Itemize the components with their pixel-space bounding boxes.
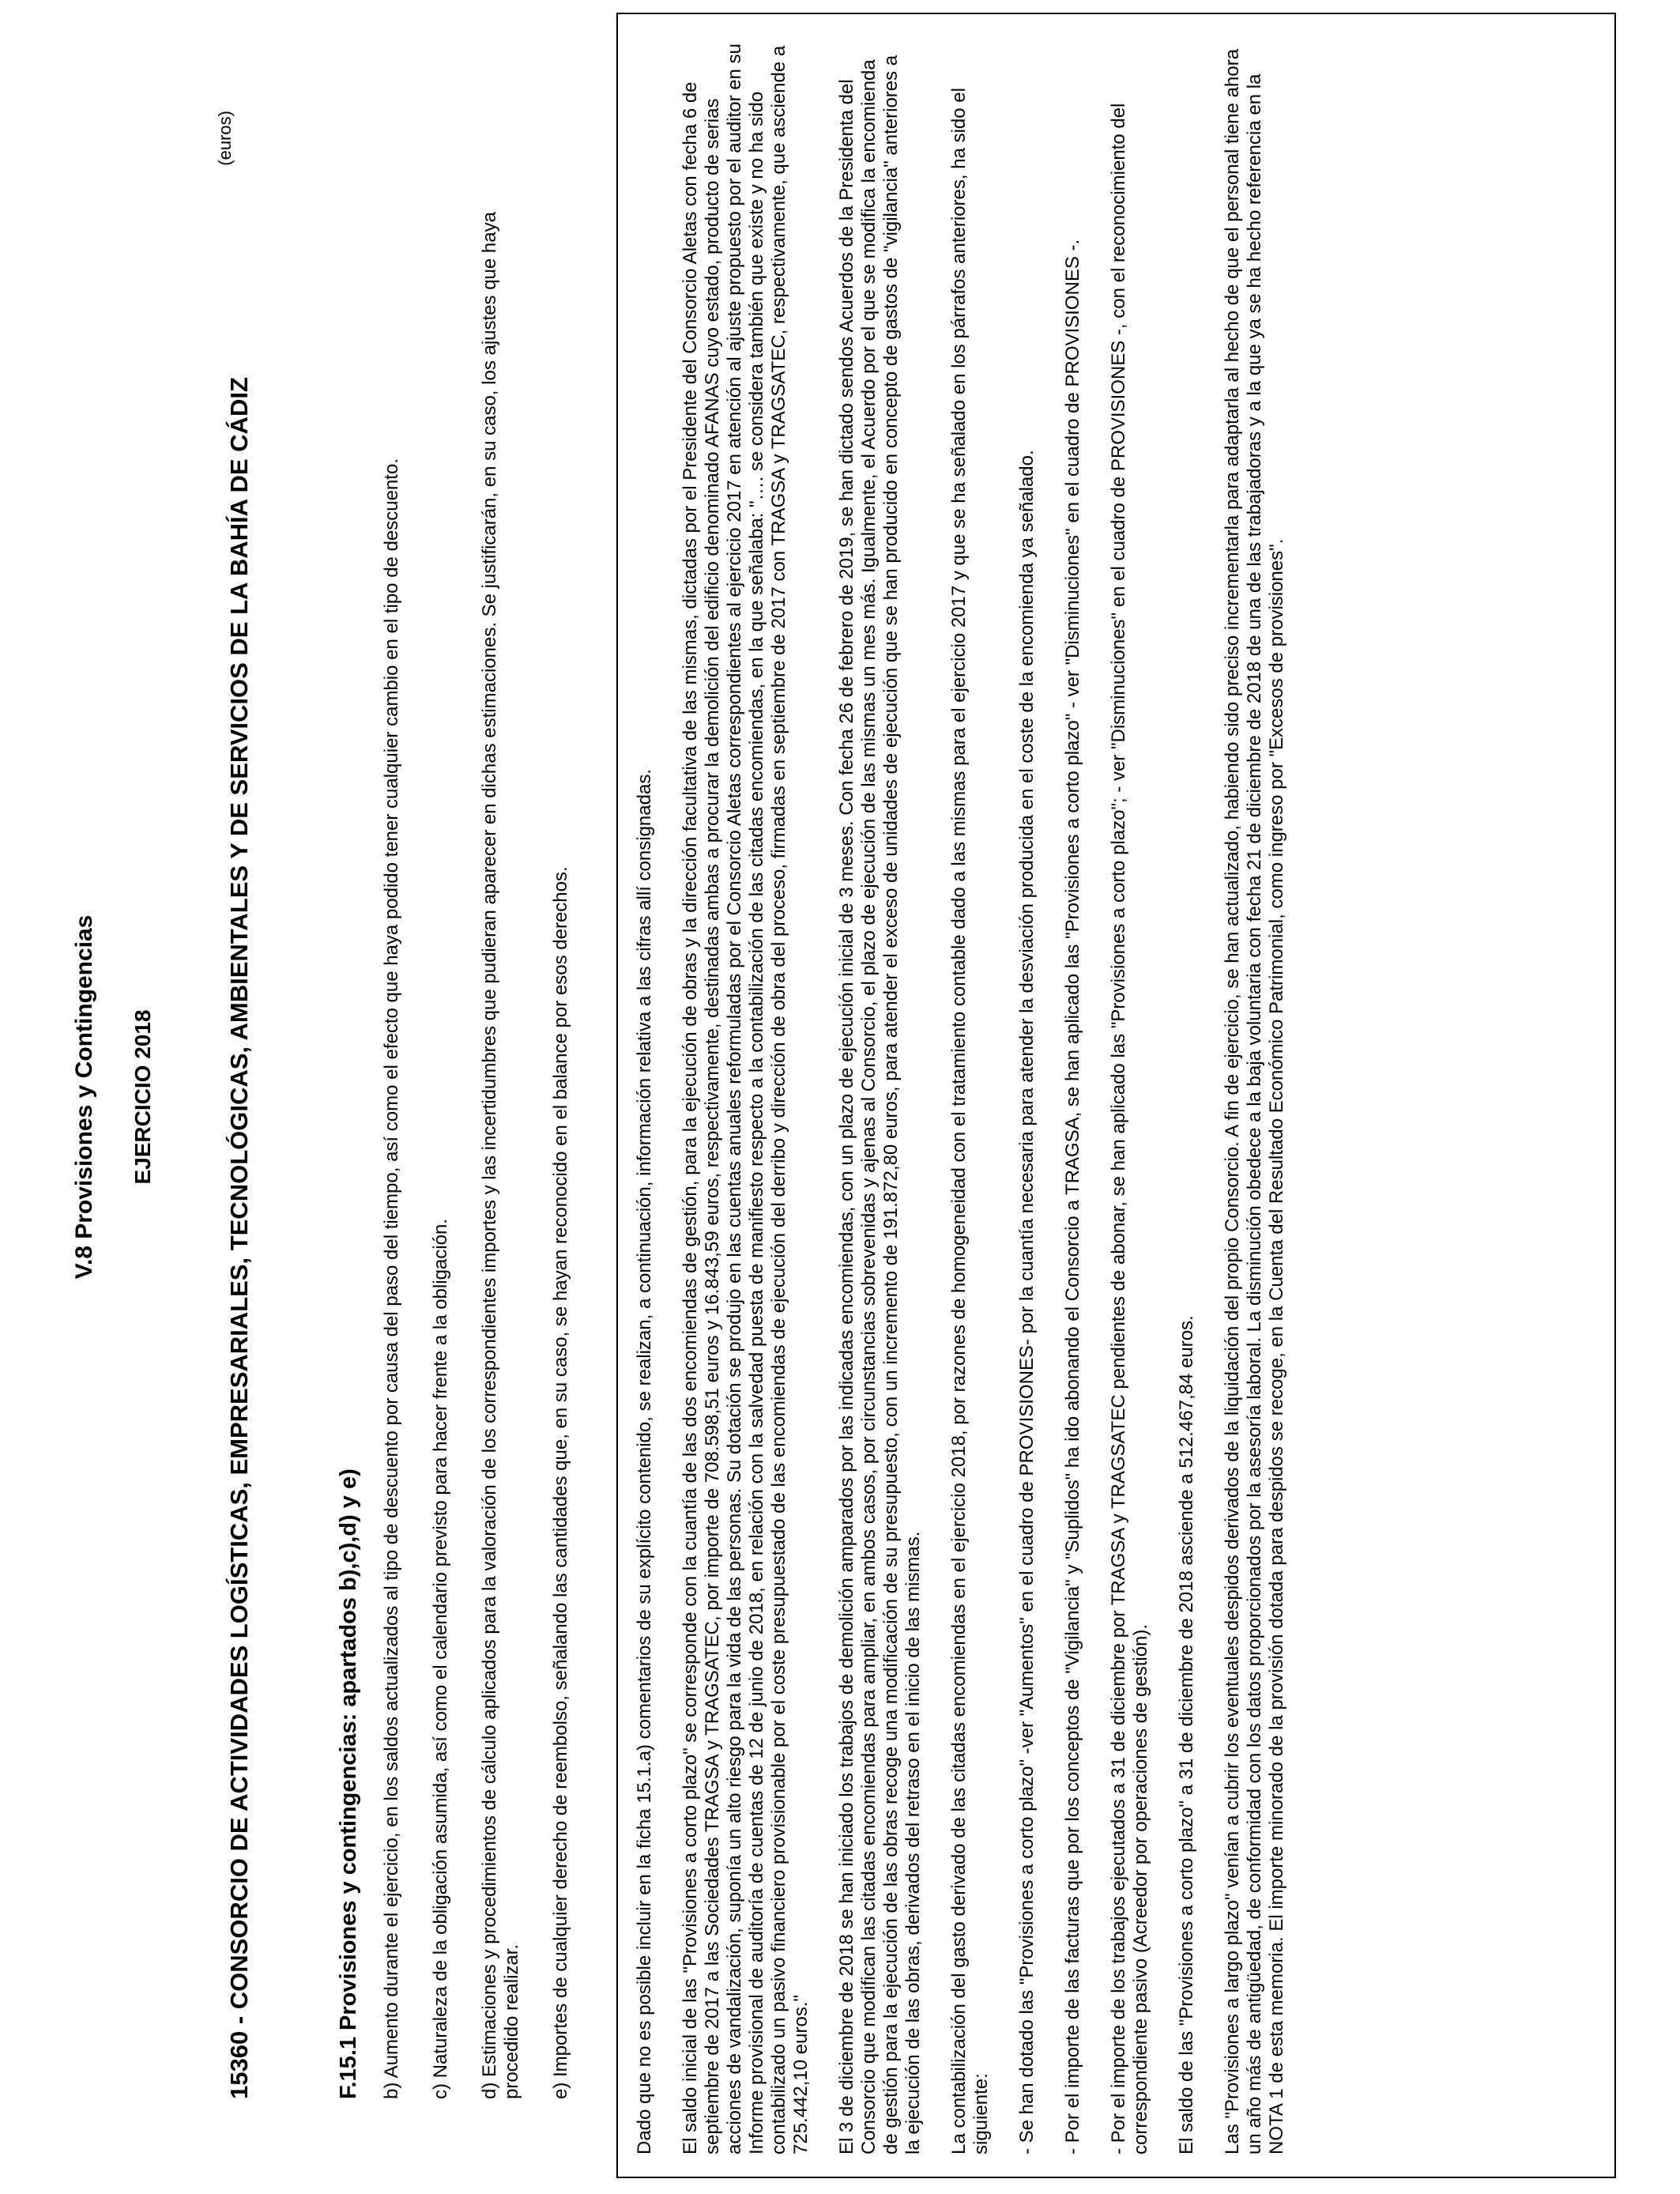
item-d: d) Estimaciones y procedimientos de cálculo aplicados para la valoración de los correspondientes importes y las incertidumbres que pudieran aparecer en dichas estimaciones. Se justificarán, en su caso, los ajustes que haya procedido realizar.: [479, 212, 522, 2099]
box-paragraph-intro: Dado que no es posible incluir en la ficha 15.1.a) comentarios de su explícito contenido, se realizan, a continuación, información relativa a las cifras allí consignadas.: [634, 769, 655, 2154]
entity-heading: 15360 - CONSORCIO DE ACTIVIDADES LOGÍSTICAS, EMPRESARIALES, TECNOLÓGICAS, AMBIENTALES Y DE SERVICIOS DE LA BAHÍA DE CÁDIZ: [225, 377, 253, 2099]
box-paragraph-demolition: El 3 de diciembre de 2018 se han iniciado los trabajos de demolición amparados por las indicadas encomiendas, con un plazo de ejecución inicial de 3 meses. Con fecha 26 de febrero de 2019, se han dictado sendos Acuerdos de la Presidenta del Consorcio que modifican las citadas encomiendas para ampliar, en ambos casos, por circunstancias sobrevenidas y ajenas al Consorcio, el plazo de ejecución de las mismas un mes más. Igualmente, el Acuerdo por el que se modifica la encomienda de gestión para la ejecución de las obras recoge una modificación de su presupuesto, con un incremento de 191.872,80 euros, para atender el exceso de unidades de ejecución que se han producido en concepto de gastos de "vigilancia" anteriores a la ejecución de las obras, derivados del retraso en el inicio de las mismas.: [836, 55, 924, 2154]
box-paragraph-decreases-invoices: - Por el importe de las facturas que por los conceptos de "Vigilancia" y "Suplidos" ha ido abonando el Consorcio a TRAGSA, se han aplicado las "Provisiones a corto plazo" - ver "Disminuciones" en el cuadro de PROVISIONES -.: [1062, 239, 1083, 2154]
box-paragraph-closing-balance: El saldo de las "Provisiones a corto plazo" a 31 de diciembre de 2018 asciende a 512.467,84 euros.: [1176, 1315, 1197, 2154]
box-paragraph-increases: - Se han dotado las "Provisiones a corto plazo" -ver "Aumentos" en el cuadro de PROVISIONES- por la cuantía necesaria para atender la desviación producida en el coste de la encomienda ya señalado.: [1016, 450, 1038, 2154]
section-title: F.15.1 Provisiones y contingencias: apartados b),c),d) y e): [336, 1468, 361, 2099]
box-paragraph-accounting: La contabilización del gasto derivado de las citadas encomiendas en el ejercicio 2018, por razones de homogeneidad con el tratamiento contable dado a las mismas para el ejercicio 2017 y que se ha señalado en los párrafos anteriores, ha sido el siguiente:: [948, 88, 992, 2154]
item-c: c) Naturaleza de la obligación asumida, así como el calendario previsto para hacer frente a la obligación.: [430, 1219, 451, 2099]
fiscal-year-heading: EJERCICIO 2018: [130, 1009, 155, 1185]
box-paragraph-initial-balance: El saldo inicial de las "Provisiones a corto plazo" se corresponde con la cuantía de las dos encomiendas de gestión, para la ejecución de obras y la dirección facultativa de las mismas, dictadas por el Presidente del Consorcio Aletas con fecha 6 de septiembre de 2017 a las Sociedades TRAGSA y TRAGSATEC, por importe de 708.598,51 euros y 16.843,59 euros, respectivamente, destinadas ambas a procurar la demolición del edificio denominado AFANAS cuyo estado, producto de serias acciones de vandalización, suponía un alto riesgo para la vida de las personas. Su dotación se produjo en las cuentas anuales reformuladas por el Consorcio Aletas correspondientes al ejercicio 2017 en atención al ajuste propuesto por el auditor en su Informe provisional de auditoría de cuentas de 12 de junio de 2018, en relación con la salvedad puesta de manifiesto respecto a la contabilización de las citadas encomiendas, en la que señalaba: "…. se considera también que existe y no ha sido contabilizado un pasivo financiero provisionable por el coste presupuestado de las encomiendas de ejecución del derribo y dirección de obra del proceso, firmadas en septiembre de 2017 con TRAGSA y TRAGSATEC, respectivamente, que asciende a 725.442,10 euros.": [680, 43, 812, 2154]
item-e: e) Importes de cualquier derecho de reembolso, señalando las cantidades que, en su caso, se hayan reconocido en el balance por esos derechos.: [550, 866, 571, 2099]
document-title: V.8 Provisiones y Contingencias: [71, 914, 97, 1280]
currency-units-label: (euros): [215, 111, 235, 166]
commentary-box: [616, 13, 1616, 2178]
section-items: [381, 139, 599, 2099]
box-paragraph-decreases-works: - Por el importe de los trabajos ejecutados a 31 de diciembre por TRAGSA y TRAGSATEC pendientes de abonar, se han aplicado las "Provisiones a corto plazo"; - ver "Disminuciones" en el cuadro de PROVISIONES -, con el reconocimiento del correspondiente pasivo (Acreedor por operaciones de gestión).: [1108, 103, 1151, 2154]
item-b: b) Aumento durante el ejercicio, en los saldos actualizados al tipo de descuento por causa del paso del tiempo, así como el efecto que haya podido tener cualquier cambio en el tipo de descuento.: [381, 458, 402, 2099]
box-paragraph-long-term: Las "Provisiones a largo plazo" venían a cubrir los eventuales despidos derivados de la liquidación del propio Consorcio. A fin de ejercicio, se han actualizado, habiendo sido preciso incrementarla para adaptarla al hecho de que el personal tiene ahora un año más de antigüedad, de conformidad con los datos proporcionados por la asesoría laboral. La disminución obedece a la baja voluntaria con fecha 21 de diciembre de 2018 de una de las trabajadoras y a la que ya se ha hecho referencia en la NOTA 1 de esta memoria. El importe minorado de la provisión dotada para despidos se recoge, en la Cuenta del Resultado Económico Patrimonial, como ingreso por "Excesos de provisiones".: [1222, 48, 1287, 2154]
